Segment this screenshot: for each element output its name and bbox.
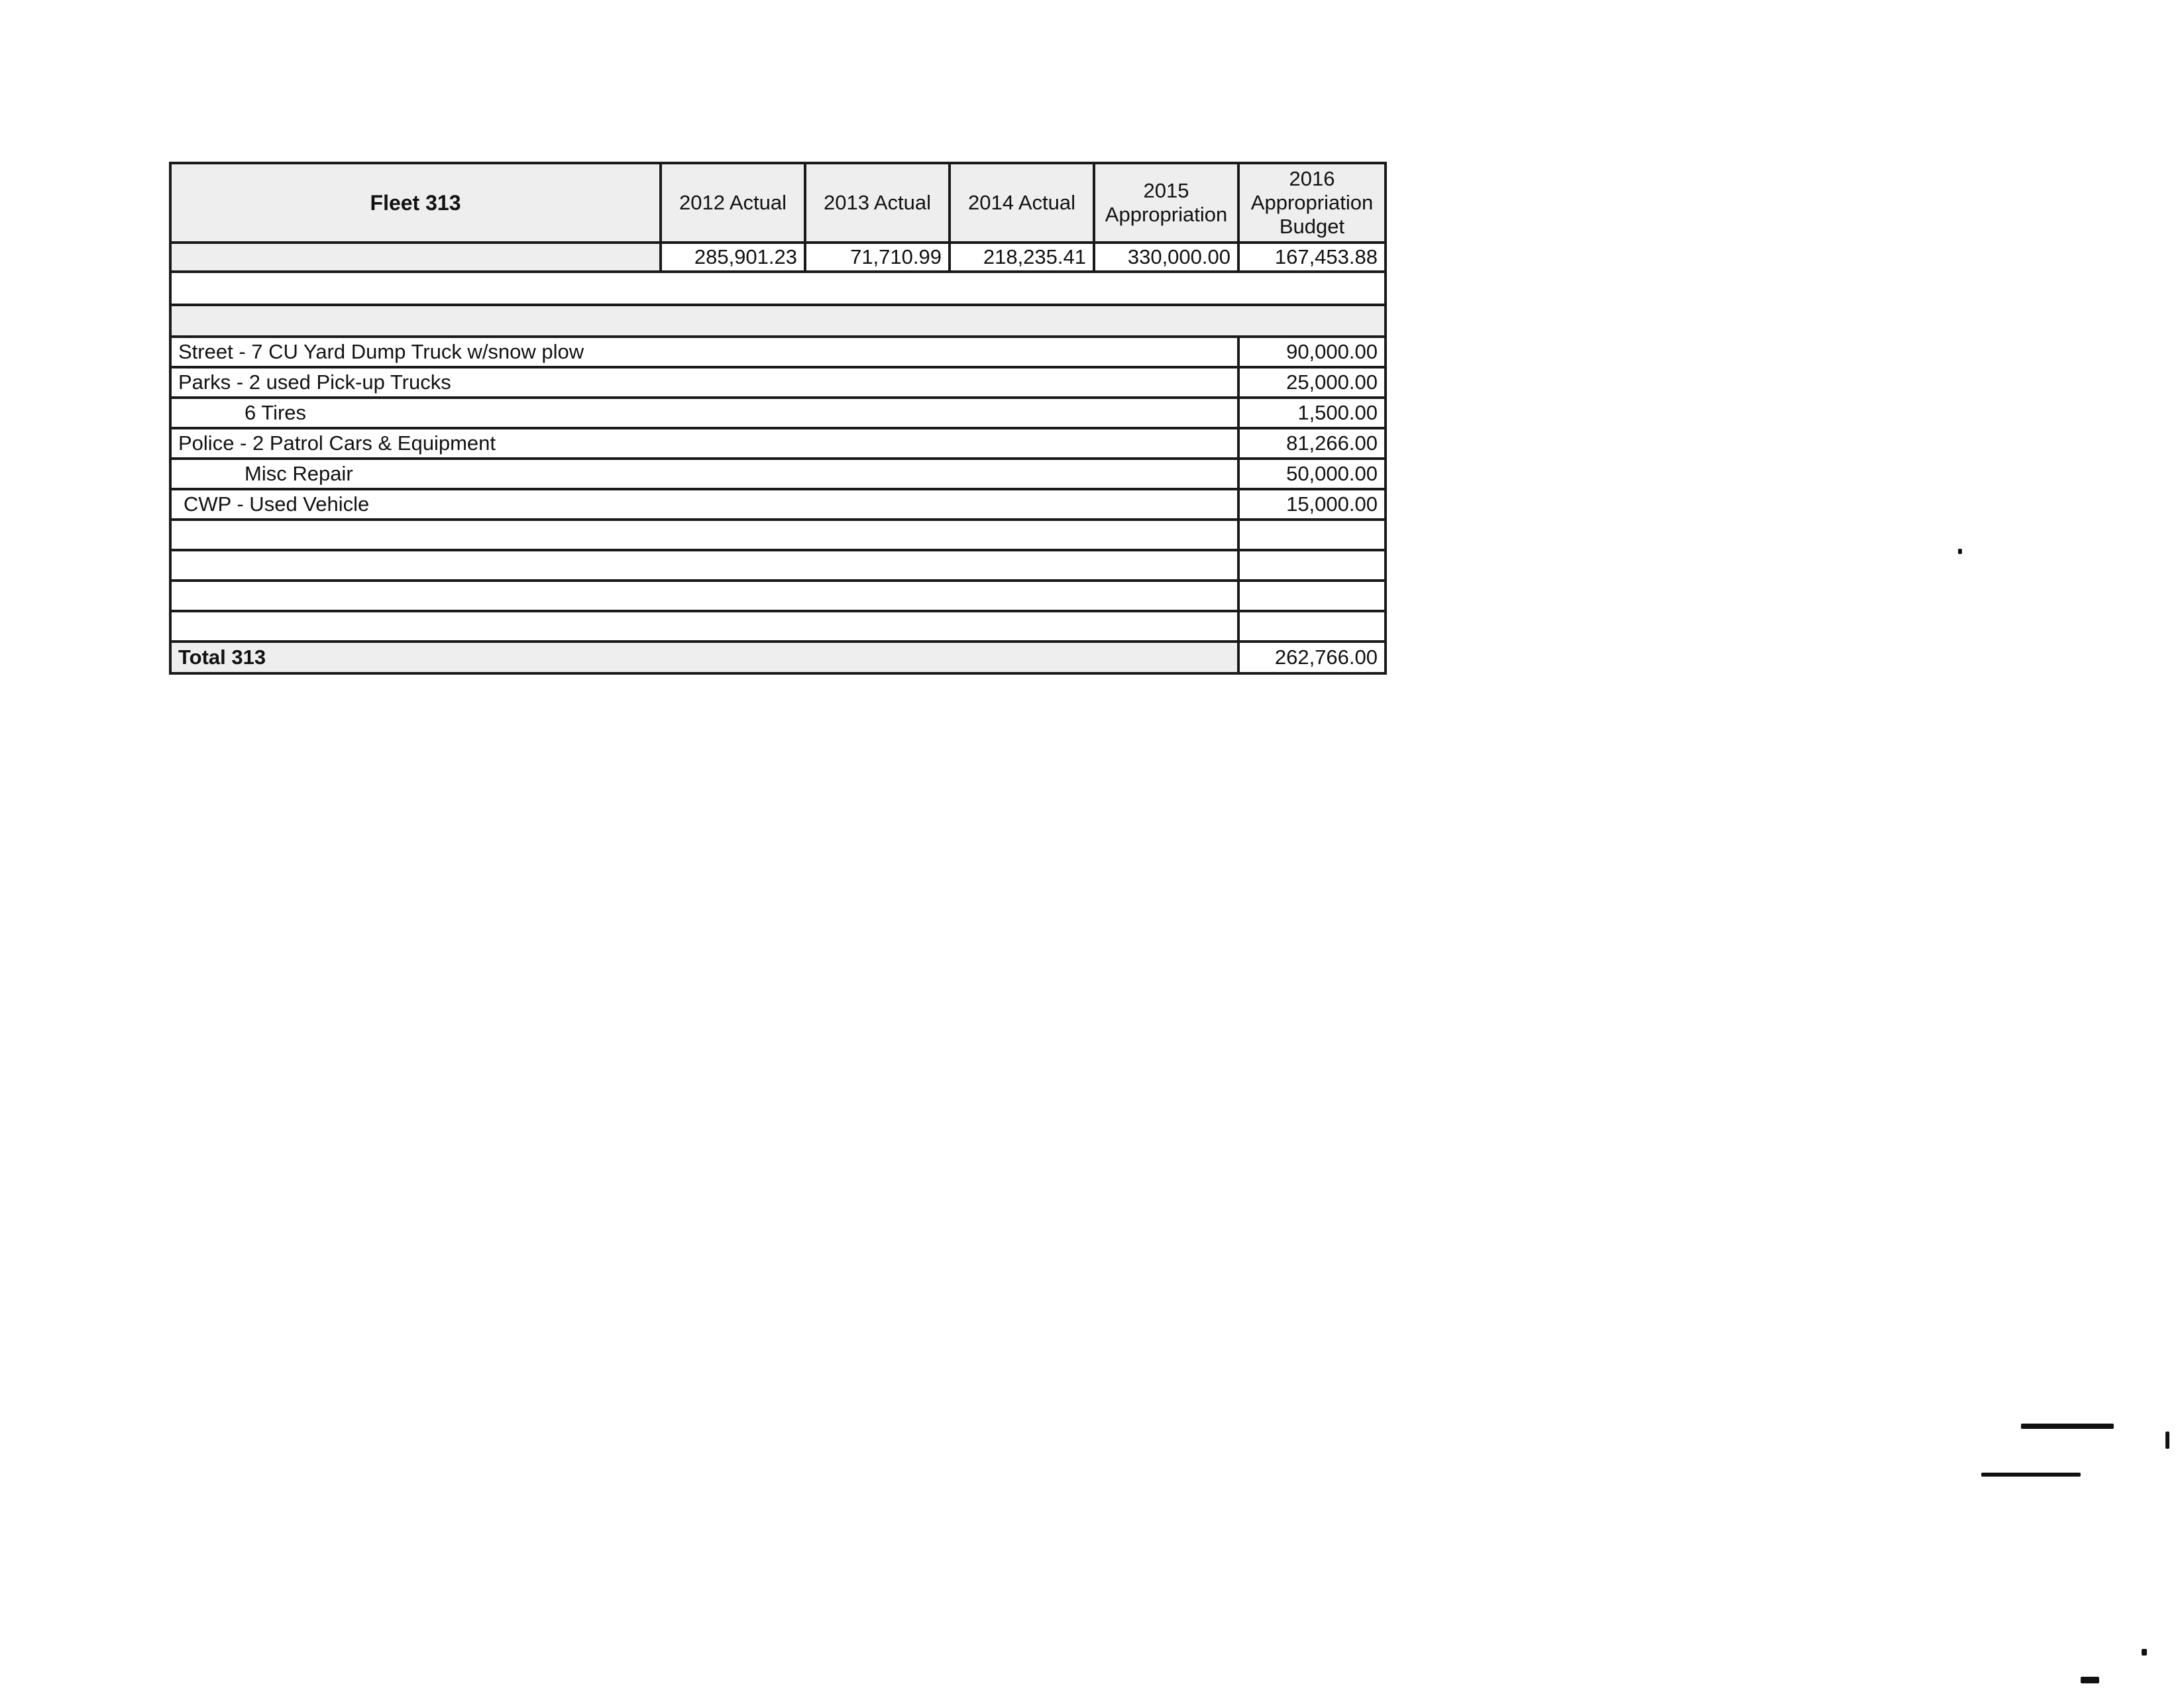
line-item-label: Misc Repair xyxy=(170,459,1238,489)
line-item-label: CWP - Used Vehicle xyxy=(170,489,1238,520)
grand-total-row xyxy=(170,642,1386,673)
empty-amount-cell xyxy=(1238,611,1386,642)
empty-row xyxy=(170,550,1386,581)
header-row xyxy=(170,163,1386,243)
empty-row xyxy=(170,611,1386,642)
empty-label-cell xyxy=(170,581,1238,611)
fund-title: Fleet 313 xyxy=(170,163,661,243)
spacer-row xyxy=(170,272,1386,305)
empty-label-cell xyxy=(170,520,1238,550)
scan-speck xyxy=(1981,1473,2081,1477)
shaded-spacer-row xyxy=(170,305,1386,337)
empty-row xyxy=(170,520,1386,550)
empty-row xyxy=(170,581,1386,611)
line-item-amount: 1,500.00 xyxy=(1238,398,1386,428)
empty-label-cell xyxy=(170,550,1238,581)
grand-total-label: Total 313 xyxy=(170,642,1238,673)
line-item-amount: 81,266.00 xyxy=(1238,428,1386,459)
header-2012: 2012 Actual xyxy=(661,163,805,243)
line-item-row xyxy=(170,367,1386,398)
totals-blank-cell xyxy=(170,243,661,272)
header-2015: 2015 Appropriation xyxy=(1094,163,1238,243)
grand-total-amount: 262,766.00 xyxy=(1238,642,1386,673)
budget-sheet xyxy=(169,162,1384,675)
line-item-row xyxy=(170,489,1386,520)
budget-table xyxy=(169,162,1387,675)
spacer-cell xyxy=(170,272,1386,305)
total-2014: 218,235.41 xyxy=(950,243,1094,272)
line-item-label: Parks - 2 used Pick-up Trucks xyxy=(170,367,1238,398)
line-item-amount: 50,000.00 xyxy=(1238,459,1386,489)
line-item-label: 6 Tires xyxy=(170,398,1238,428)
line-item-row xyxy=(170,459,1386,489)
total-2016: 167,453.88 xyxy=(1238,243,1386,272)
empty-amount-cell xyxy=(1238,581,1386,611)
shaded-spacer-cell xyxy=(170,305,1386,337)
line-item-amount: 15,000.00 xyxy=(1238,489,1386,520)
line-item-amount: 25,000.00 xyxy=(1238,367,1386,398)
line-item-row xyxy=(170,337,1386,367)
total-2015: 330,000.00 xyxy=(1094,243,1238,272)
empty-amount-cell xyxy=(1238,520,1386,550)
scan-speck xyxy=(2081,1677,2099,1683)
line-item-label: Street - 7 CU Yard Dump Truck w/snow plow xyxy=(170,337,1238,367)
total-2012: 285,901.23 xyxy=(661,243,805,272)
yearly-totals-row xyxy=(170,243,1386,272)
scan-speck xyxy=(2165,1432,2169,1449)
empty-amount-cell xyxy=(1238,550,1386,581)
line-item-row xyxy=(170,428,1386,459)
total-2013: 71,710.99 xyxy=(805,243,950,272)
line-item-row xyxy=(170,398,1386,428)
header-2016: 2016 Appropriation Budget xyxy=(1238,163,1386,243)
scan-speck xyxy=(2142,1649,2147,1656)
line-item-amount: 90,000.00 xyxy=(1238,337,1386,367)
header-2014: 2014 Actual xyxy=(950,163,1094,243)
line-item-label: Police - 2 Patrol Cars & Equipment xyxy=(170,428,1238,459)
header-2013: 2013 Actual xyxy=(805,163,950,243)
empty-label-cell xyxy=(170,611,1238,642)
scan-speck xyxy=(1958,549,1962,554)
scan-speck xyxy=(2021,1424,2114,1429)
